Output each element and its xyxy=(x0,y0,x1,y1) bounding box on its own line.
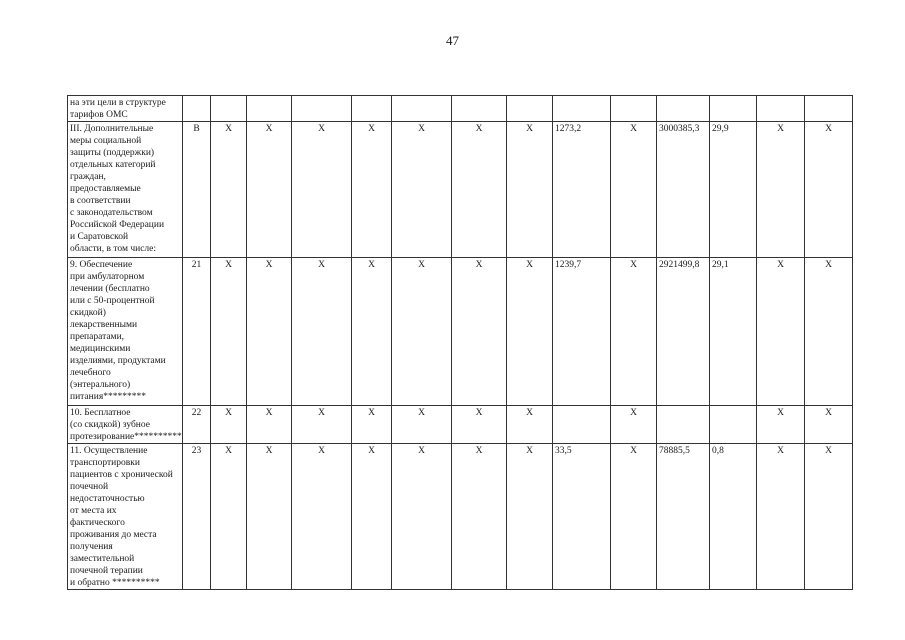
table-cell: Х xyxy=(507,258,553,406)
data-table xyxy=(67,95,853,590)
table-cell: Х xyxy=(611,444,657,590)
table-cell: Х xyxy=(352,444,392,590)
table-cell: Х xyxy=(211,444,247,590)
table-cell xyxy=(392,96,452,122)
table-cell: Х xyxy=(292,444,352,590)
table-cell: 29,1 xyxy=(710,258,757,406)
row-description: 11. Осуществление транспортировки пациентов с хронической почечной недостаточностью от места их фактического проживания до места получения заместительной почечной терапии и обратно ********** xyxy=(68,444,183,590)
table-cell xyxy=(805,96,853,122)
table-cell: Х xyxy=(805,444,853,590)
table-cell: 1239,7 xyxy=(553,258,611,406)
page-number: 47 xyxy=(446,33,459,48)
table-cell xyxy=(611,96,657,122)
row-description: 10. Бесплатное (со скидкой) зубное протезирование********** xyxy=(68,406,183,444)
row-code: 21 xyxy=(183,258,211,406)
row-code: 22 xyxy=(183,406,211,444)
table-cell: Х xyxy=(352,258,392,406)
table-cell: Х xyxy=(611,406,657,444)
table-cell: Х xyxy=(392,406,452,444)
table-cell: 0,8 xyxy=(710,444,757,590)
table-cell xyxy=(757,96,805,122)
row-description: на эти цели в структуре тарифов ОМС xyxy=(68,96,183,122)
table-cell: Х xyxy=(247,258,292,406)
table-cell: Х xyxy=(757,406,805,444)
table-row xyxy=(68,96,853,122)
table-cell: Х xyxy=(247,406,292,444)
table-cell: Х xyxy=(211,122,247,258)
table-cell: Х xyxy=(611,258,657,406)
table-cell xyxy=(352,96,392,122)
table-cell: Х xyxy=(757,258,805,406)
table-cell xyxy=(710,406,757,444)
table-cell: Х xyxy=(757,444,805,590)
table-cell xyxy=(247,96,292,122)
table-cell: Х xyxy=(352,406,392,444)
table-cell: Х xyxy=(392,258,452,406)
table-cell: 33,5 xyxy=(553,444,611,590)
table-cell xyxy=(553,406,611,444)
table-cell xyxy=(507,96,553,122)
table-row xyxy=(68,122,853,258)
table-row xyxy=(68,444,853,590)
table-cell: Х xyxy=(247,122,292,258)
table-cell: Х xyxy=(507,122,553,258)
table-cell: Х xyxy=(757,122,805,258)
table-cell: Х xyxy=(392,444,452,590)
table-cell: Х xyxy=(211,406,247,444)
table-cell: Х xyxy=(292,258,352,406)
table-cell: Х xyxy=(452,258,507,406)
table-cell xyxy=(657,96,710,122)
table-cell: Х xyxy=(292,122,352,258)
table-cell: Х xyxy=(292,406,352,444)
table-cell: 78885,5 xyxy=(657,444,710,590)
table-cell: 29,9 xyxy=(710,122,757,258)
row-description: III. Дополнительные меры социальной защиты (поддержки) отдельных категорий граждан, предоставляемые в соответствии с законодательством Российской Федерации и Саратовской области, в том числе: xyxy=(68,122,183,258)
table-cell: 2921499,8 xyxy=(657,258,710,406)
table-row xyxy=(68,258,853,406)
table-cell: Х xyxy=(352,122,392,258)
table-cell xyxy=(553,96,611,122)
table-cell: 1273,2 xyxy=(553,122,611,258)
row-code xyxy=(183,96,211,122)
table-cell: Х xyxy=(805,258,853,406)
row-code: 23 xyxy=(183,444,211,590)
table-cell xyxy=(452,96,507,122)
table-cell xyxy=(657,406,710,444)
table-cell: Х xyxy=(507,444,553,590)
row-code: В xyxy=(183,122,211,258)
table-cell xyxy=(211,96,247,122)
table-cell: Х xyxy=(211,258,247,406)
table-cell: Х xyxy=(392,122,452,258)
row-description: 9. Обеспечение при амбулаторном лечении (бесплатно или с 50-процентной скидкой) лекарственными препаратами, медицинскими изделиями, продуктами лечебного (энтерального) питания********* xyxy=(68,258,183,406)
table-cell xyxy=(710,96,757,122)
table-cell: Х xyxy=(452,444,507,590)
table-cell: Х xyxy=(805,122,853,258)
table-cell: Х xyxy=(507,406,553,444)
table-cell xyxy=(292,96,352,122)
table-row xyxy=(68,406,853,444)
table-cell: Х xyxy=(452,122,507,258)
table-cell: Х xyxy=(452,406,507,444)
table-cell: Х xyxy=(247,444,292,590)
table-cell: 3000385,3 xyxy=(657,122,710,258)
table-cell: Х xyxy=(805,406,853,444)
table-cell: Х xyxy=(611,122,657,258)
